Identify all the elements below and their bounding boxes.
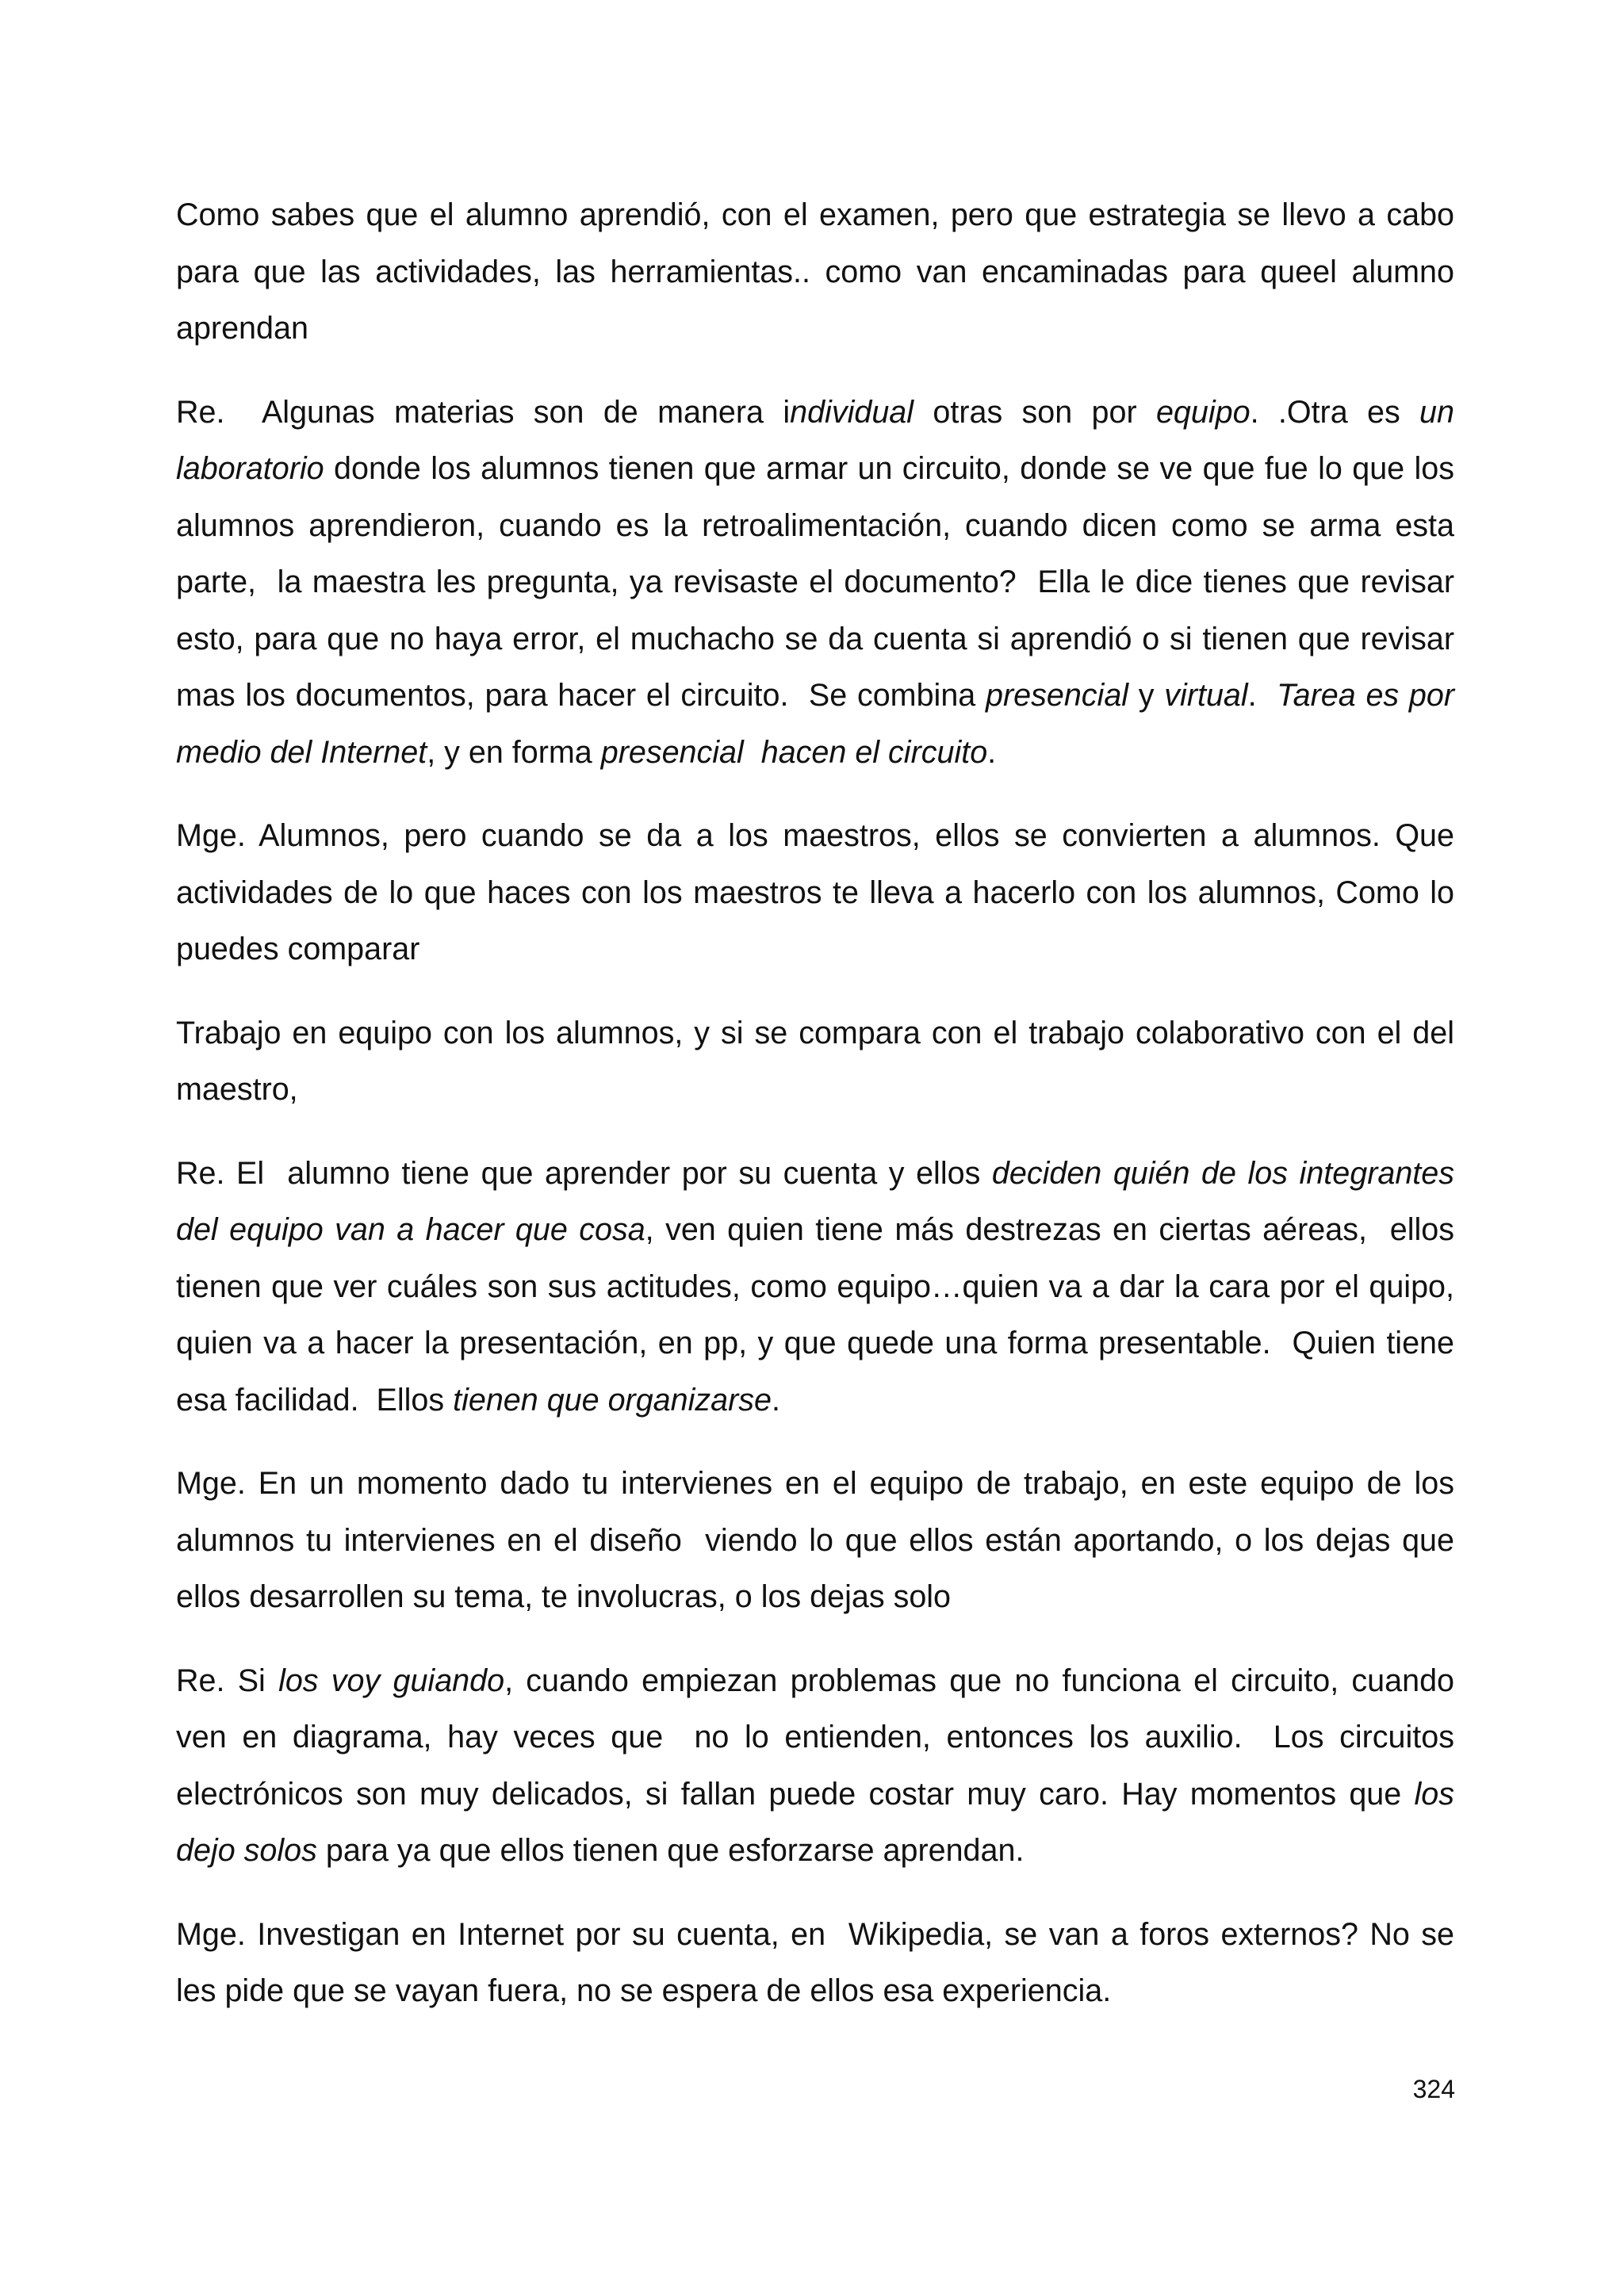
text-run: donde los alumnos tienen que armar un circuito, donde se ve que fue lo que los alumnos aprendieron, cuando es la retroalimentación, cuando dicen como se arma esta parte, la maestra les pregunta, ya revisaste el documento? Ella le dice tienes que revisar esto, para que no haya error, el muchacho se da cuenta si aprendió o si tienen que revisar mas los documentos, para hacer el circuito. Se combina: [176, 451, 1463, 713]
text-run: . .Otra es: [1250, 394, 1420, 430]
italic-text-run: presencial: [986, 678, 1129, 713]
text-run: Mge. Investigan en Internet por su cuenta, en Wikipedia, se van a foros externos? No se les pide que se vayan fuera, no se espera de ellos esa experiencia.: [176, 1916, 1463, 2008]
paragraph: [176, 808, 1463, 978]
text-run: .: [771, 1382, 780, 1418]
text-run: Re. El alumno tiene que aprender por su cuenta y ellos: [176, 1155, 992, 1191]
paragraph: [176, 1005, 1463, 1119]
text-run: , ven quien tiene más destrezas en ciertas aéreas, ellos tienen que ver cuáles son sus actitudes, como equipo…quien va a dar la cara por el quipo, quien va a hacer la presentación, en pp, y que quede una forma presentable. Quien tiene esa facilidad. Ellos: [176, 1212, 1463, 1418]
paragraph: [176, 385, 1472, 782]
text-run: otras son por: [914, 394, 1156, 430]
paragraph: [176, 1907, 1463, 2020]
text-run: .: [1247, 678, 1277, 713]
text-run: .: [987, 734, 997, 770]
italic-text-run: un laboratorio: [176, 394, 1463, 486]
italic-text-run: tienen que organizarse: [453, 1382, 772, 1418]
italic-text-run: virtual: [1164, 678, 1248, 713]
paragraph: [176, 1456, 1463, 1626]
text-run: Como sabes que el alumno aprendió, con el examen, pero que estrategia se llevo a cabo para que las actividades, las herramientas.. como van encaminadas para queel alumno aprendan: [176, 197, 1463, 346]
text-run: Mge. Alumnos, pero cuando se da a los maestros, ellos se convierten a alumnos. Que actividades de lo que haces con los maestros te lleva a hacerlo con los alumnos, Como lo puedes comparar: [176, 818, 1463, 966]
italic-text-run: Tarea es por medio del Internet: [176, 678, 1472, 770]
italic-text-run: los voy guiando: [278, 1663, 505, 1698]
text-run: Trabajo en equipo con los alumnos, y si se compara con el trabajo colaborativo con el del maestro,: [176, 1015, 1463, 1107]
text-run: Re. Si: [176, 1663, 279, 1698]
text-run: Mge. En un momento dado tu intervienes en el equipo de trabajo, en este equipo de los alumnos tu intervienes en el diseño viendo lo que ellos están aportando, o los dejas que ellos desarrollen su tema, te involucras, o los dejas solo: [176, 1466, 1463, 1614]
document-page: [176, 187, 1472, 2047]
page-number: 324: [1412, 2075, 1455, 2103]
text-run: , cuando empiezan problemas que no funciona el circuito, cuando ven en diagrama, hay veces que no lo entienden, entonces los auxilio. Los circuitos electrónicos son muy delicados, si fallan puede costar muy caro. Hay momentos que: [176, 1663, 1463, 1812]
italic-text-run: equipo: [1155, 394, 1251, 430]
italic-text-run: ndividual: [790, 394, 914, 430]
paragraph: [176, 187, 1463, 358]
text-run: , y en forma: [427, 734, 601, 770]
text-run: para ya que ellos tienen que esforzarse aprendan.: [316, 1833, 1025, 1868]
italic-text-run: presencial hacen el circuito: [600, 734, 988, 770]
text-run: Re. Algunas materias son de manera i: [176, 394, 791, 430]
italic-text-run: deciden quién de los integrantes del equipo van a hacer que cosa: [176, 1155, 1463, 1247]
paragraph: [176, 1653, 1463, 1880]
italic-text-run: los dejo solos: [176, 1776, 1463, 1868]
text-run: y: [1128, 678, 1165, 713]
paragraph: [176, 1146, 1463, 1429]
